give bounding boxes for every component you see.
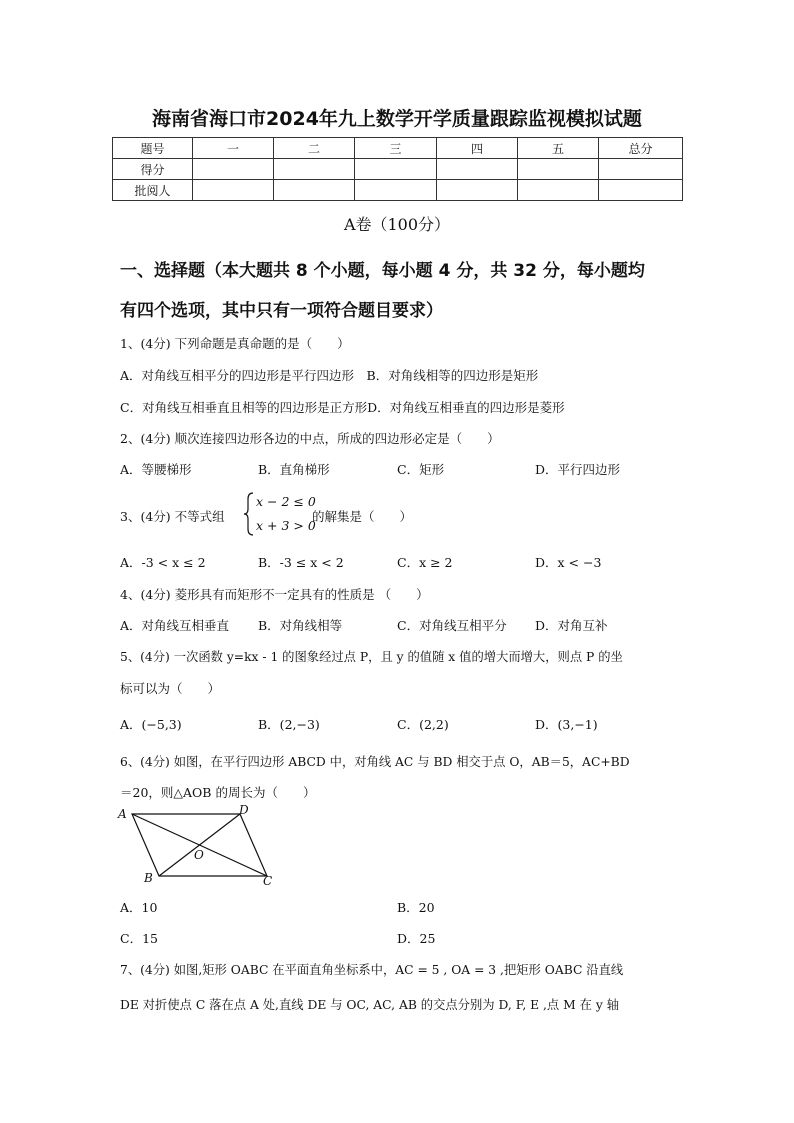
table-cell <box>193 159 274 180</box>
table-cell <box>274 159 355 180</box>
table-cell: 五 <box>518 138 599 159</box>
q6-stem-line1: 6、(4分) 如图，在平行四边形 ABCD 中，对角线 AC 与 BD 相交于点 O，AB＝5，AC+BD <box>120 755 630 769</box>
q3-option-d: D．x < −3 <box>535 555 602 570</box>
label-b: B <box>144 871 153 885</box>
table-cell: 题号 <box>113 138 193 159</box>
table-cell <box>437 159 518 180</box>
table-cell: 四 <box>437 138 518 159</box>
q3-inequality-1: x − 2 ≤ 0 <box>256 494 316 509</box>
table-cell <box>274 180 355 201</box>
label-d: D <box>239 803 249 817</box>
q2-option-d: D．平行四边形 <box>535 462 621 477</box>
q2-option-a: A．等腰梯形 <box>120 462 192 477</box>
q4-option-a: A．对角线互相垂直 <box>120 618 230 633</box>
q2-stem: 2、(4分) 顺次连接四边形各边的中点，所成的四边形必定是（ ） <box>120 431 500 446</box>
q3-option-c: C．x ≥ 2 <box>397 555 453 570</box>
table-row <box>113 180 683 201</box>
label-o: O <box>194 848 204 862</box>
table-cell <box>193 180 274 201</box>
q3-option-b: B．-3 ≤ x < 2 <box>258 555 344 570</box>
table-cell: 一 <box>193 138 274 159</box>
score-table <box>112 137 683 201</box>
brace-icon <box>243 492 255 536</box>
q4-stem: 4、(4分) 菱形具有而矩形不一定具有的性质是 （ ） <box>120 587 429 602</box>
q7-stem-line1: 7、(4分) 如图,矩形 OABC 在平面直角坐标系中，AC = 5 , OA = 3 ,把矩形 OABC 沿直线 <box>120 963 624 977</box>
q5-stem-line1: 5、(4分) 一次函数 y=kx - 1 的图象经过点 P，且 y 的值随 x 值的增大而增大，则点 P 的坐 <box>120 650 623 664</box>
q5-option-d: D．(3,−1) <box>535 717 598 732</box>
q1-options-ab: A．对角线互相平分的四边形是平行四边形 B．对角线相等的四边形是矩形 <box>120 368 539 383</box>
q2-option-c: C．矩形 <box>397 462 445 477</box>
q4-option-d: D．对角互补 <box>535 618 608 633</box>
q4-option-c: C．对角线互相平分 <box>397 618 507 633</box>
q5-option-a: A．(−5,3) <box>120 717 182 732</box>
table-cell: 得分 <box>113 159 193 180</box>
table-cell <box>437 180 518 201</box>
page-title: 海南省海口市2024年九上数学开学质量跟踪监视模拟试题 <box>152 108 642 130</box>
volume-heading: A卷（100分） <box>343 215 451 234</box>
table-cell: 总分 <box>599 138 683 159</box>
q1-options-cd: C．对角线互相垂直且相等的四边形是正方形D．对角线互相垂直的四边形是菱形 <box>120 400 565 415</box>
q3-suffix: 的解集是（ ） <box>312 509 413 524</box>
section-heading-line1: 一、选择题（本大题共 8 个小题，每小题 4 分，共 32 分，每小题均 <box>120 261 645 281</box>
label-c: C <box>263 874 273 888</box>
table-cell: 二 <box>274 138 355 159</box>
table-cell: 三 <box>355 138 437 159</box>
q6-option-d: D．25 <box>397 931 436 946</box>
diagonal-bd <box>159 814 240 876</box>
q3-option-a: A．-3 < x ≤ 2 <box>120 555 206 570</box>
q6-stem-line2: ＝20，则△AOB 的周长为（ ） <box>120 785 316 800</box>
q7-stem-line2: DE 对折使点 C 落在点 A 处,直线 DE 与 OC, AC, AB 的交点分别为 D, F, E ,点 M 在 y 轴 <box>120 998 619 1012</box>
q5-stem-line2: 标可以为（ ） <box>120 681 221 696</box>
score-table-header <box>113 138 683 159</box>
table-cell <box>599 180 683 201</box>
table-cell <box>518 159 599 180</box>
table-cell <box>355 159 437 180</box>
parallelogram-figure <box>112 800 282 892</box>
q2-option-b: B．直角梯形 <box>258 462 330 477</box>
q1-stem: 1、(4分) 下列命题是真命题的是（ ） <box>120 336 350 351</box>
q5-option-b: B．(2,−3) <box>258 717 320 732</box>
q5-option-c: C．(2,2) <box>397 717 449 732</box>
q3-inequality-2: x + 3 > 0 <box>256 518 316 533</box>
label-a: A <box>118 807 127 821</box>
q6-option-b: B．20 <box>397 900 435 915</box>
table-row <box>113 159 683 180</box>
table-cell <box>518 180 599 201</box>
q6-option-a: A．10 <box>120 900 158 915</box>
section-heading-line2: 有四个选项，其中只有一项符合题目要求） <box>120 301 443 321</box>
table-cell: 批阅人 <box>113 180 193 201</box>
q4-option-b: B．对角线相等 <box>258 618 343 633</box>
q3-prefix: 3、(4分) 不等式组 <box>120 509 225 524</box>
table-cell <box>355 180 437 201</box>
table-cell <box>599 159 683 180</box>
q6-option-c: C．15 <box>120 931 158 946</box>
